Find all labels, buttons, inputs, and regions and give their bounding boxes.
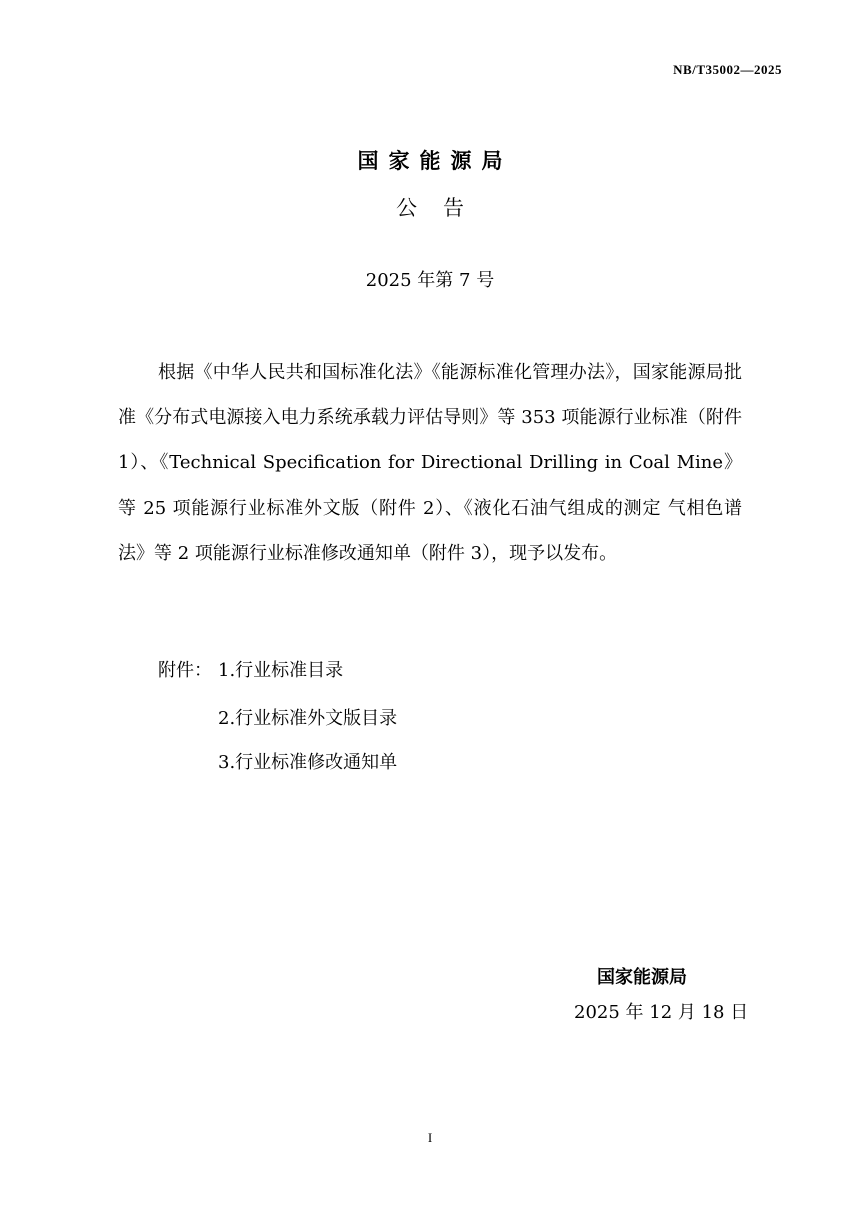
agency-title: 国家能源局 (357, 148, 513, 173)
notice-label: 公告 (396, 196, 490, 220)
attachment-item: 2.行业标准外文版目录 (218, 708, 398, 729)
issue-number: 2025 年第 7 号 (365, 270, 495, 291)
issue-date: 2025 年 12 月 18 日 (574, 1002, 749, 1023)
attachments-label: 附件： (158, 660, 212, 681)
page-number: I (427, 1130, 433, 1145)
issuer-signature: 国家能源局 (597, 967, 687, 988)
attachment-item: 3.行业标准修改通知单 (218, 752, 398, 773)
announcement-body: 根据《中华人民共和国标准化法》《能源标准化管理办法》，国家能源局批准《分布式电源接入电力系统承载力评估导则》等 353 项能源行业标准（附件 1）、《Technical Specification for Directional Drilling in Coal Mine》等 25 项能源行业标准外文版（附件 2）、《液化石油气组成的测定 气相色谱法》等 2 项能源行业标准修改通知单（附件 3），现予以发布。 (118, 362, 742, 564)
document-code: NB/T35002—2025 (673, 62, 782, 77)
attachment-item: 1.行业标准目录 (218, 660, 344, 681)
